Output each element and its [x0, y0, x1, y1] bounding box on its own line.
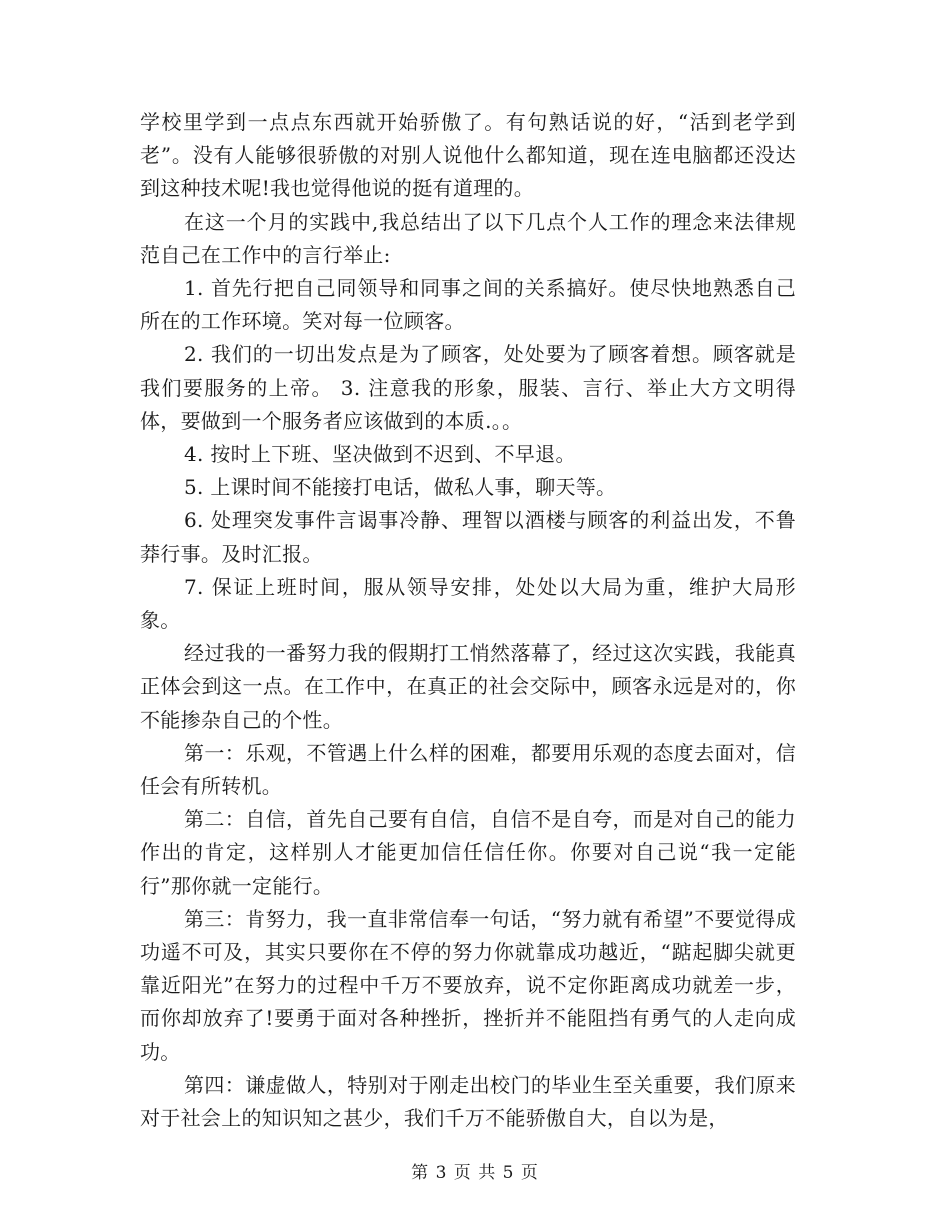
page-footer: 第 3 页 共 5 页 [411, 1163, 539, 1183]
paragraph-point-4: 第四：谦虚做人，特别对于刚走出校门的毕业生至关重要，我们原来对于社会上的知识知之甚少，我们千万不能骄傲自大，自以为是， [140, 1072, 796, 1131]
list-item-4: 4. 按时上下班、坚决做到不迟到、不早退。 [184, 442, 576, 467]
paragraph-intro: 在这一个月的实践中,我总结出了以下几点个人工作的理念来法律规范自己在工作中的言行举止: [140, 209, 796, 267]
list-item-6: 6. 处理突发事件言谒事冷静、理智以酒楼与顾客的利益出发，不鲁莽行事。及时汇报。 [140, 508, 796, 566]
paragraph-point-2: 第二：自信，首先自己要有自信，自信不是自夸，而是对自己的能力作出的肯定，这样别人才能更加信任信任你。你要对自己说“我一定能行”那你就一定能行。 [140, 807, 796, 898]
list-item-7: 7. 保证上班时间，服从领导安排，处处以大局为重，维护大局形象。 [140, 574, 796, 633]
paragraph-point-1: 第一：乐观，不管遇上什么样的困难，都要用乐观的态度去面对，信任会有所转机。 [140, 740, 796, 799]
list-item-5: 5. 上课时间不能接打电话，做私人事，聊天等。 [184, 475, 617, 500]
paragraph-point-3: 第三：肯努力，我一直非常信奉一句话，“努力就有希望”不要觉得成功遥不可及，其实只要你在不停的努力你就靠成功越近，“踮起脚尖就更靠近阳光”在努力的过程中千万不要放弃，说不定你距离成功就差一步，而你却放弃了!要勇于面对各种挫折，挫折并不能阻挡有勇气的人走向成功。 [140, 906, 796, 1064]
paragraph-continuation: 学校里学到一点点东西就开始骄傲了。有句熟话说的好，“活到老学到老”。没有人能够很骄傲的对别人说他什么都知道，现在连电脑都还没达到这种技术呢!我也觉得他说的挺有道理的。 [140, 110, 796, 201]
list-item-1: 1. 首先行把自己同领导和同事之间的关系搞好。使尽快地熟悉自己所在的工作环境。笑对每一位顾客。 [140, 276, 796, 334]
document-body [140, 106, 796, 1135]
list-item-2-3: 2. 我们的一切出发点是为了顾客，处处要为了顾客着想。顾客就是我们要服务的上帝。 3. 注意我的形象，服装、言行、举止大方文明得体，要做到一个服务者应该做到的本质.。。 [140, 342, 796, 433]
paragraph-summary: 经过我的一番努力我的假期打工悄然落幕了，经过这次实践，我能真正体会到这一点。在工作中，在真正的社会交际中，顾客永远是对的，你不能掺杂自己的个性。 [140, 641, 796, 732]
